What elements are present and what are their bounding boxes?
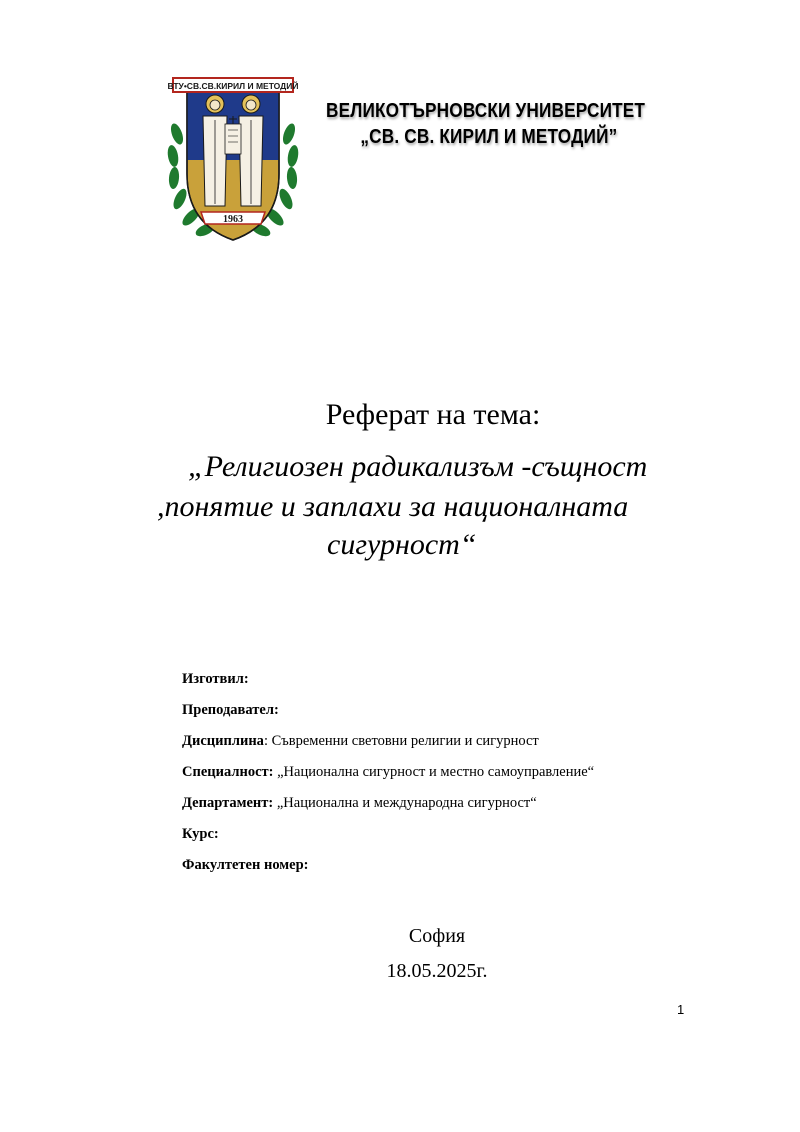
university-crest-logo xyxy=(163,64,303,246)
info-course xyxy=(182,826,219,843)
page-number: 1 xyxy=(677,1002,685,1017)
university-name xyxy=(326,98,646,150)
topic-line-1: „Религиозен радикализъм -същност xyxy=(188,450,648,483)
crest-year-text: 1963 xyxy=(223,214,243,225)
discipline-value: : Съвременни световни религии и сигурност xyxy=(263,733,539,749)
specialty-label: Специалност: xyxy=(182,764,274,780)
info-specialty xyxy=(182,764,594,781)
university-name-line2: „СВ. СВ. КИРИЛ И МЕТОДИЙ” xyxy=(360,126,618,148)
info-lecturer xyxy=(182,702,279,719)
city: София xyxy=(408,925,466,947)
faculty-number-label: Факултетен номер: xyxy=(182,857,309,873)
report-heading: Реферат на тема: xyxy=(325,398,541,431)
specialty-value: „Национална сигурност и местно самоуправление“ xyxy=(273,764,595,780)
info-prepared xyxy=(182,671,249,688)
info-discipline xyxy=(182,733,539,750)
department-label: Департамент: xyxy=(182,795,274,811)
university-name-line1: ВЕЛИКОТЪРНОВСКИ УНИВЕРСИТЕТ xyxy=(326,100,646,122)
department-value: „Национална и международна сигурност“ xyxy=(273,795,537,811)
date: 18.05.2025г. xyxy=(386,960,488,982)
discipline-label: Дисциплина xyxy=(182,733,264,749)
topic-line-3: сигурност“ xyxy=(327,528,477,561)
crest-banner-text: ВТУ•СВ.СВ.КИРИЛ И МЕТОДИЙ xyxy=(167,81,299,91)
info-department xyxy=(182,795,537,812)
prepared-label: Изготвил: xyxy=(182,671,249,687)
topic-line-2: ,понятие и заплахи за националната xyxy=(157,490,629,523)
lecturer-label: Преподавател: xyxy=(182,702,279,718)
info-faculty-number xyxy=(182,857,309,874)
course-label: Курс: xyxy=(182,826,219,842)
